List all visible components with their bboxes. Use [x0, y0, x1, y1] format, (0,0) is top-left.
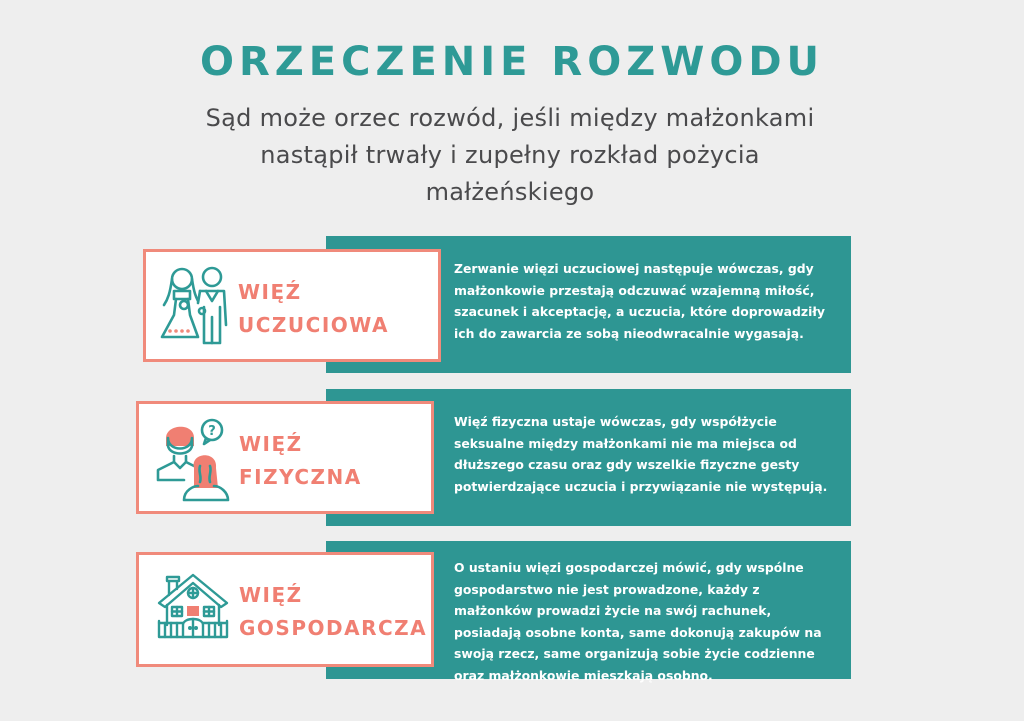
section-label [239, 428, 362, 494]
section-label-line2: GOSPODARCZA [239, 616, 428, 640]
section-card-uczuciowa [143, 249, 441, 362]
section-card-fizyczna [136, 401, 434, 514]
section-card-gospodarcza [136, 552, 434, 667]
house-icon [157, 571, 229, 639]
wedding-couple-icon [158, 263, 234, 349]
section-label-line2: FIZYCZNA [239, 465, 362, 489]
section-label-line1: WIĘŹ [239, 583, 303, 607]
svg-text:?: ? [208, 424, 216, 439]
section-label [238, 276, 389, 342]
section-description: Zerwanie więzi uczuciowej następuje wówczas, gdy małżonkowie przestają odczuwać wzajemną miłość, szacunek i akceptację, a uczucia, które doprowadziły ich do zawarcia ze sobą nieodwracalnie wygasają. [454, 261, 826, 341]
page-subtitle: Sąd może orzec rozwód, jeśli między małżonkami nastąpił trwały i zupełny rozkład pożycia małżeńskiego [205, 104, 815, 206]
section-description: O ustaniu więzi gospodarczej mówić, gdy wspólne gospodarstwo nie jest prowadzone, każdy z małżonków prowadzi życie na swój rachunek, posiadają osobne konta, same dokonują zakupów na swoją rzecz, same organizują sobie życie codzienne oraz małżonkowie mieszkają osobno. [454, 560, 822, 683]
section-label-line2: UCZUCIOWA [238, 313, 389, 337]
section-label-line1: WIĘŹ [239, 432, 303, 456]
page-title: ORZECZENIE ROZWODU [199, 39, 825, 85]
section-label-line1: WIĘŹ [238, 280, 302, 304]
section-label [239, 579, 427, 645]
section-description: Więź fizyczna ustaje wówczas, gdy współżycie seksualne między małżonkami nie ma miejsca od dłuższego czasu oraz gdy wszelkie fizyczne gesty potwierdzające uczucia i przywiązanie nie występują. [454, 414, 828, 494]
couple-question-icon [154, 416, 234, 502]
